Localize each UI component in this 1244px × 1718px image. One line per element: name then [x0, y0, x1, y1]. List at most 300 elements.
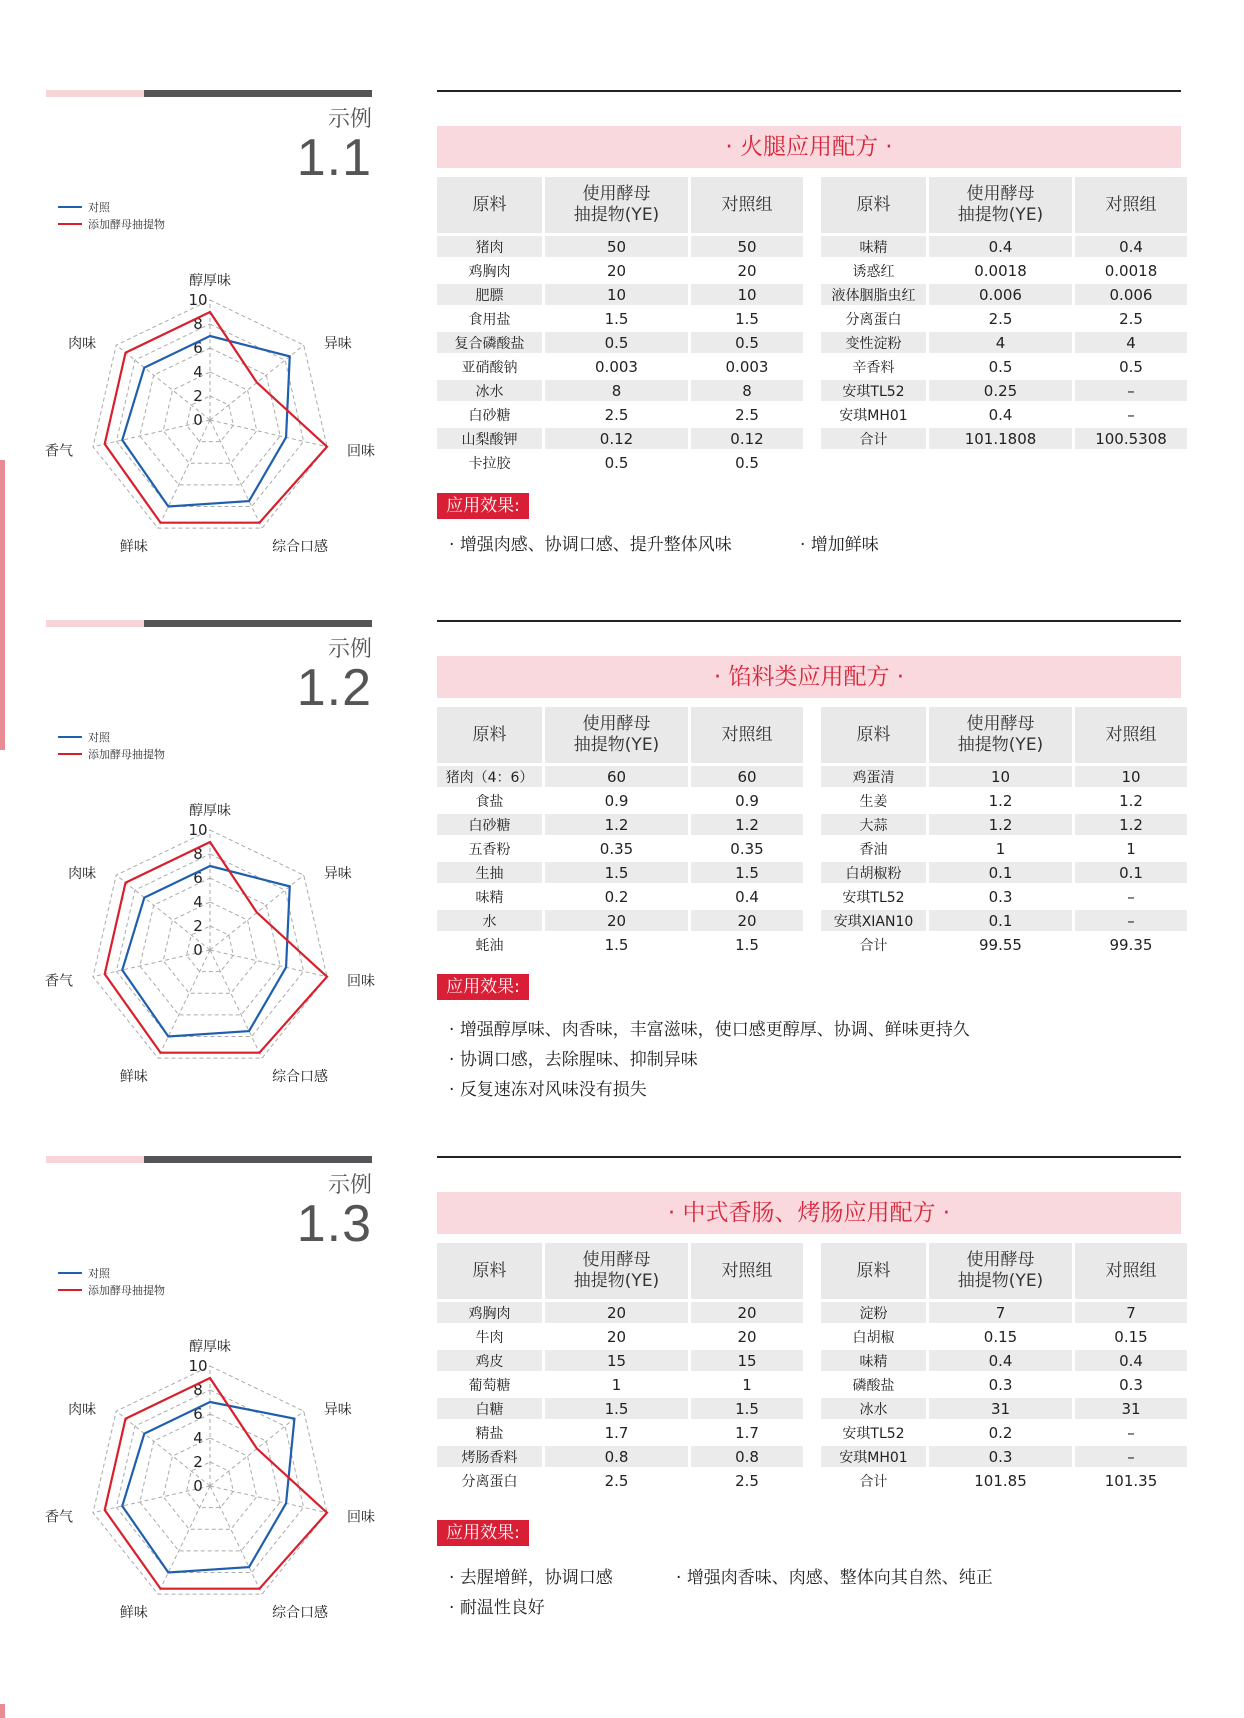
- radar-tick-label: 8: [193, 1381, 203, 1399]
- radar-spoke: [158, 1486, 210, 1594]
- cell-ingredient: 白砂糖: [437, 404, 545, 428]
- cell-ingredient: 诱惑红: [821, 260, 929, 284]
- table-row: [437, 1302, 806, 1326]
- header-ye-line2: 抽提物(YE): [957, 1271, 1044, 1291]
- radar-tick-label: 6: [193, 869, 203, 887]
- legend-item-treated: [58, 745, 165, 762]
- radar-axis-label: 回味: [346, 443, 375, 460]
- cell-ye-amount: 0.9: [545, 790, 691, 814]
- header-ye-line1: 使用酵母: [582, 714, 651, 734]
- cell-ye-amount: 101.85: [929, 1470, 1075, 1494]
- table-row: [437, 766, 806, 790]
- cell-ingredient: 味精: [821, 236, 929, 260]
- cell-ye-amount: 8: [545, 380, 691, 404]
- radar-tick-label: 8: [193, 845, 203, 863]
- radar-chart: [20, 775, 380, 1115]
- legend-label-control: 对照: [88, 730, 110, 744]
- radar-axis-label: 醇厚味: [189, 803, 231, 819]
- effect-item: · 增加鲜味: [800, 530, 879, 555]
- cell-control-amount: 60: [691, 766, 806, 790]
- cell-control-amount: 20: [691, 260, 806, 284]
- header-ye-line1: 使用酵母: [582, 184, 651, 204]
- radar-axis-label: 醇厚味: [189, 1339, 231, 1355]
- header-ye-line2: 抽提物(YE): [573, 205, 660, 225]
- cell-ingredient: 山梨酸钾: [437, 428, 545, 452]
- radar-chart: [20, 1311, 380, 1651]
- example-word: 示例: [327, 637, 372, 662]
- formula-title: · 中式香肠、烤肠应用配方 ·: [437, 1192, 1181, 1234]
- legend-item-control: [58, 1264, 165, 1281]
- header-ingredient: 原料: [821, 707, 929, 766]
- formula-table-left: [437, 707, 806, 958]
- cell-ingredient: 鸡胸肉: [437, 260, 545, 284]
- effect-item: · 反复速冻对风味没有损失: [449, 1075, 647, 1100]
- table-row: [821, 814, 1190, 838]
- table-row: [437, 452, 806, 476]
- header-bar-light: [46, 1156, 144, 1163]
- cell-ye-amount: 2.5: [545, 404, 691, 428]
- cell-ingredient: 白胡椒: [821, 1326, 929, 1350]
- radar-axis-label: 异味: [323, 866, 352, 883]
- cell-control-amount: 31: [1075, 1398, 1190, 1422]
- header-ye-line1: 使用酵母: [966, 714, 1035, 734]
- cell-ye-amount: 1: [929, 838, 1075, 862]
- effect-item: · 增强醇厚味、肉香味，丰富滋味，使口感更醇厚、协调、鲜味更持久: [449, 1015, 970, 1040]
- legend-label-treated: 添加酵母抽提物: [88, 747, 165, 761]
- legend-swatch-control: [58, 1272, 82, 1274]
- table-row: [437, 1374, 806, 1398]
- table-row: [437, 356, 806, 380]
- legend-swatch-control: [58, 206, 82, 208]
- cell-ingredient: 亚硝酸钠: [437, 356, 545, 380]
- cell-control-amount: 0.5: [691, 452, 806, 476]
- cell-ye-amount: 0.3: [929, 1374, 1075, 1398]
- table-row: [821, 332, 1190, 356]
- table-row: [437, 814, 806, 838]
- chart-legend: [58, 198, 165, 232]
- example-number: 1.1: [296, 129, 372, 187]
- cell-ye-amount: 0.5: [929, 356, 1075, 380]
- cell-control-amount: 0.4: [691, 886, 806, 910]
- cell-control-amount: 1.2: [1075, 814, 1190, 838]
- cell-ye-amount: 0.1: [929, 862, 1075, 886]
- cell-control-amount: 4: [1075, 332, 1190, 356]
- radar-tick-label: 10: [188, 821, 208, 839]
- table-row: [821, 910, 1190, 934]
- radar-tick-label: 0: [193, 941, 203, 959]
- cell-control-amount: 8: [691, 380, 806, 404]
- cell-control-amount: 0.4: [1075, 1350, 1190, 1374]
- cell-ye-amount: 1.5: [545, 1398, 691, 1422]
- cell-ye-amount: 20: [545, 1326, 691, 1350]
- cell-control-amount: 0.003: [691, 356, 806, 380]
- cell-control-amount: 20: [691, 1326, 806, 1350]
- table-header-row: [821, 1243, 1190, 1302]
- cell-ingredient: 白砂糖: [437, 814, 545, 838]
- cell-ingredient: 味精: [437, 886, 545, 910]
- header-ye: [929, 1243, 1075, 1302]
- example-number: 1.2: [296, 659, 372, 717]
- cell-control-amount: 0.35: [691, 838, 806, 862]
- header-ye-line1: 使用酵母: [966, 1250, 1035, 1270]
- effect-item: · 耐温性良好: [449, 1593, 545, 1618]
- table-row: [821, 1398, 1190, 1422]
- cell-control-amount: 1.5: [691, 308, 806, 332]
- cell-control-amount: 0.3: [1075, 1374, 1190, 1398]
- cell-control-amount: 99.35: [1075, 934, 1190, 958]
- table-row: [821, 838, 1190, 862]
- cell-ingredient: 变性淀粉: [821, 332, 929, 356]
- header-ye-line1: 使用酵母: [966, 184, 1035, 204]
- cell-ingredient: 液体胭脂虫红: [821, 284, 929, 308]
- table-row: [437, 236, 806, 260]
- cell-control-amount: 10: [691, 284, 806, 308]
- table-row: [821, 1302, 1190, 1326]
- example-section-1.3: [0, 1156, 1244, 1686]
- radar-tick-label: 10: [188, 291, 208, 309]
- radar-spoke: [158, 950, 210, 1058]
- cell-control-amount: –: [1075, 1422, 1190, 1446]
- table-row: [821, 260, 1190, 284]
- table-row: [437, 934, 806, 958]
- legend-swatch-treated: [58, 223, 82, 225]
- cell-ye-amount: 0.35: [545, 838, 691, 862]
- radar-tick-label: 2: [193, 1453, 203, 1471]
- radar-axis-label: 回味: [346, 1509, 375, 1526]
- radar-tick-label: 2: [193, 387, 203, 405]
- radar-tick-label: 4: [193, 893, 203, 911]
- cell-control-amount: 15: [691, 1350, 806, 1374]
- radar-axis-label: 综合口感: [272, 539, 329, 556]
- cell-control-amount: 0.12: [691, 428, 806, 452]
- cell-control-amount: –: [1075, 380, 1190, 404]
- cell-ingredient: 冰水: [821, 1398, 929, 1422]
- cell-ye-amount: 0.4: [929, 236, 1075, 260]
- radar-axis-label: 醇厚味: [189, 273, 231, 289]
- table-row: [821, 1374, 1190, 1398]
- cell-ye-amount: 1.7: [545, 1422, 691, 1446]
- radar-axis-label: 回味: [346, 973, 375, 990]
- cell-ye-amount: 10: [929, 766, 1075, 790]
- table-row: [437, 260, 806, 284]
- header-ingredient: 原料: [821, 1243, 929, 1302]
- cell-ingredient: 五香粉: [437, 838, 545, 862]
- cell-ingredient: 辛香料: [821, 356, 929, 380]
- table-row: [437, 1326, 806, 1350]
- radar-tick-label: 10: [188, 1357, 208, 1375]
- cell-control-amount: 0.5: [1075, 356, 1190, 380]
- effect-item: · 协调口感，去除腥味、抑制异味: [449, 1045, 698, 1070]
- effect-item: · 增强肉感、协调口感、提升整体风味: [449, 530, 732, 555]
- cell-ingredient: 分离蛋白: [437, 1470, 545, 1494]
- table-row: [437, 428, 806, 452]
- formula-table-right: [821, 177, 1190, 452]
- radar-tick-label: 6: [193, 1405, 203, 1423]
- cell-ingredient: 安琪TL52: [821, 886, 929, 910]
- header-ye-line2: 抽提物(YE): [957, 205, 1044, 225]
- table-header-row: [821, 707, 1190, 766]
- cell-ingredient: 鸡胸肉: [437, 1302, 545, 1326]
- cell-control-amount: 1.7: [691, 1422, 806, 1446]
- table-header-row: [821, 177, 1190, 236]
- radar-axis-label: 肉味: [68, 866, 97, 883]
- header-ye: [545, 1243, 691, 1302]
- cell-ingredient: 猪肉（4：6）: [437, 766, 545, 790]
- section-top-rule: [437, 1156, 1181, 1158]
- header-ingredient: 原料: [437, 177, 545, 236]
- cell-control-amount: 1.5: [691, 934, 806, 958]
- cell-ye-amount: 20: [545, 910, 691, 934]
- cell-ye-amount: 0.5: [545, 452, 691, 476]
- cell-control-amount: 1.2: [691, 814, 806, 838]
- cell-control-amount: 0.15: [1075, 1326, 1190, 1350]
- cell-ye-amount: 1.5: [545, 308, 691, 332]
- cell-ingredient: 生姜: [821, 790, 929, 814]
- effect-label: 应用效果:: [437, 974, 529, 1000]
- radar-grid-ring: [116, 854, 303, 1036]
- table-row: [821, 1350, 1190, 1374]
- table-header-row: [437, 1243, 806, 1302]
- table-row: [821, 236, 1190, 260]
- table-row: [437, 1422, 806, 1446]
- radar-axis-label: 异味: [323, 336, 352, 353]
- cell-ingredient: 复合磷酸盐: [437, 332, 545, 356]
- cell-ye-amount: 1.5: [545, 934, 691, 958]
- cell-ingredient: 牛肉: [437, 1326, 545, 1350]
- edge-marker-bottom: [0, 1704, 5, 1718]
- cell-ye-amount: 0.2: [929, 1422, 1075, 1446]
- cell-ingredient: 鸡蛋清: [821, 766, 929, 790]
- table-row: [821, 1446, 1190, 1470]
- cell-ye-amount: 31: [929, 1398, 1075, 1422]
- radar-axis-label: 香气: [45, 1509, 74, 1526]
- example-word: 示例: [327, 1173, 372, 1198]
- cell-ingredient: 合计: [821, 1470, 929, 1494]
- cell-ingredient: 合计: [821, 428, 929, 452]
- radar-axis-label: 鲜味: [119, 1069, 148, 1086]
- table-row: [821, 766, 1190, 790]
- header-ingredient: 原料: [437, 1243, 545, 1302]
- header-ye-line2: 抽提物(YE): [573, 735, 660, 755]
- cell-ye-amount: 0.8: [545, 1446, 691, 1470]
- header-bar-light: [46, 90, 144, 97]
- cell-ingredient: 猪肉: [437, 236, 545, 260]
- cell-control-amount: –: [1075, 1446, 1190, 1470]
- cell-ingredient: 白胡椒粉: [821, 862, 929, 886]
- cell-ye-amount: 0.003: [545, 356, 691, 380]
- header-bar-dark: [144, 1156, 372, 1163]
- table-row: [437, 380, 806, 404]
- radar-spoke: [158, 420, 210, 528]
- section-top-rule: [437, 90, 1181, 92]
- cell-ingredient: 磷酸盐: [821, 1374, 929, 1398]
- radar-tick-label: 6: [193, 339, 203, 357]
- radar-spoke: [210, 1486, 262, 1594]
- legend-item-treated: [58, 215, 165, 232]
- header-ye: [929, 707, 1075, 766]
- chart-legend: [58, 1264, 165, 1298]
- cell-ye-amount: 0.2: [545, 886, 691, 910]
- cell-ye-amount: 1.5: [545, 862, 691, 886]
- cell-ye-amount: 0.3: [929, 1446, 1075, 1470]
- cell-control-amount: –: [1075, 404, 1190, 428]
- header-control: 对照组: [1075, 1243, 1190, 1302]
- legend-label-treated: 添加酵母抽提物: [88, 217, 165, 231]
- cell-ingredient: 香油: [821, 838, 929, 862]
- effect-item: · 增强肉香味、肉感、整体向其自然、纯正: [676, 1563, 993, 1588]
- table-row: [821, 1470, 1190, 1494]
- legend-item-control: [58, 728, 165, 745]
- cell-control-amount: 1.5: [691, 862, 806, 886]
- table-row: [437, 886, 806, 910]
- cell-ye-amount: 0.4: [929, 404, 1075, 428]
- cell-ingredient: 鸡皮: [437, 1350, 545, 1374]
- table-row: [437, 910, 806, 934]
- header-control: 对照组: [691, 707, 806, 766]
- cell-ingredient: 精盐: [437, 1422, 545, 1446]
- header-control: 对照组: [1075, 707, 1190, 766]
- legend-swatch-control: [58, 736, 82, 738]
- radar-spoke: [210, 950, 262, 1058]
- cell-control-amount: 2.5: [691, 1470, 806, 1494]
- table-row: [437, 1470, 806, 1494]
- cell-ingredient: 淀粉: [821, 1302, 929, 1326]
- radar-axis-label: 肉味: [68, 1402, 97, 1419]
- table-row: [437, 404, 806, 428]
- table-row: [437, 838, 806, 862]
- cell-ye-amount: 20: [545, 260, 691, 284]
- table-row: [821, 934, 1190, 958]
- cell-control-amount: 1: [691, 1374, 806, 1398]
- cell-control-amount: 0.8: [691, 1446, 806, 1470]
- cell-control-amount: 1: [1075, 838, 1190, 862]
- table-row: [437, 862, 806, 886]
- radar-series-treated: [105, 312, 327, 523]
- formula-table-right: [821, 707, 1190, 958]
- table-row: [437, 332, 806, 356]
- cell-control-amount: –: [1075, 886, 1190, 910]
- cell-control-amount: 20: [691, 910, 806, 934]
- cell-control-amount: 7: [1075, 1302, 1190, 1326]
- table-row: [437, 1350, 806, 1374]
- formula-title: · 火腿应用配方 ·: [437, 126, 1181, 168]
- cell-ye-amount: 99.55: [929, 934, 1075, 958]
- radar-tick-label: 0: [193, 1477, 203, 1495]
- cell-ye-amount: 4: [929, 332, 1075, 356]
- chart-legend: [58, 728, 165, 762]
- formula-table-left: [437, 177, 806, 476]
- cell-control-amount: 10: [1075, 766, 1190, 790]
- cell-control-amount: 1.5: [691, 1398, 806, 1422]
- radar-chart: [20, 245, 380, 585]
- header-ye: [929, 177, 1075, 236]
- table-row: [821, 404, 1190, 428]
- cell-ye-amount: 0.006: [929, 284, 1075, 308]
- legend-label-control: 对照: [88, 200, 110, 214]
- cell-ye-amount: 20: [545, 1302, 691, 1326]
- cell-ye-amount: 2.5: [929, 308, 1075, 332]
- header-bar-light: [46, 620, 144, 627]
- cell-ye-amount: 0.1: [929, 910, 1075, 934]
- legend-item-treated: [58, 1281, 165, 1298]
- cell-ye-amount: 0.0018: [929, 260, 1075, 284]
- legend-label-treated: 添加酵母抽提物: [88, 1283, 165, 1297]
- header-ye-line1: 使用酵母: [582, 1250, 651, 1270]
- header-ye-line2: 抽提物(YE): [573, 1271, 660, 1291]
- header-bar-dark: [144, 90, 372, 97]
- table-row: [437, 308, 806, 332]
- cell-ye-amount: 2.5: [545, 1470, 691, 1494]
- header-ye: [545, 177, 691, 236]
- radar-axis-label: 综合口感: [272, 1605, 329, 1622]
- cell-ingredient: 安琪TL52: [821, 1422, 929, 1446]
- legend-item-control: [58, 198, 165, 215]
- cell-ye-amount: 0.15: [929, 1326, 1075, 1350]
- cell-ye-amount: 1: [545, 1374, 691, 1398]
- radar-axis-label: 肉味: [68, 336, 97, 353]
- radar-axis-label: 鲜味: [119, 539, 148, 556]
- cell-ingredient: 合计: [821, 934, 929, 958]
- table-row: [437, 1398, 806, 1422]
- cell-ingredient: 分离蛋白: [821, 308, 929, 332]
- table-row: [437, 1446, 806, 1470]
- radar-series-treated: [105, 842, 327, 1053]
- formula-table-left: [437, 1243, 806, 1494]
- radar-axis-label: 香气: [45, 443, 74, 460]
- radar-grid-ring: [116, 1390, 303, 1572]
- cell-ye-amount: 0.5: [545, 332, 691, 356]
- table-row: [821, 862, 1190, 886]
- cell-ingredient: 大蒜: [821, 814, 929, 838]
- radar-tick-label: 8: [193, 315, 203, 333]
- table-row: [821, 790, 1190, 814]
- header-ingredient: 原料: [437, 707, 545, 766]
- cell-ingredient: 生抽: [437, 862, 545, 886]
- header-ye: [545, 707, 691, 766]
- table-row: [437, 790, 806, 814]
- cell-ingredient: 白糖: [437, 1398, 545, 1422]
- table-header-row: [437, 707, 806, 766]
- radar-axis-label: 香气: [45, 973, 74, 990]
- header-bar-dark: [144, 620, 372, 627]
- cell-ingredient: 葡萄糖: [437, 1374, 545, 1398]
- cell-ingredient: 肥膘: [437, 284, 545, 308]
- example-number: 1.3: [296, 1195, 372, 1253]
- table-row: [821, 886, 1190, 910]
- cell-ye-amount: 15: [545, 1350, 691, 1374]
- cell-control-amount: 0.4: [1075, 236, 1190, 260]
- cell-ye-amount: 10: [545, 284, 691, 308]
- legend-label-control: 对照: [88, 1266, 110, 1280]
- cell-control-amount: 0.5: [691, 332, 806, 356]
- table-row: [821, 428, 1190, 452]
- table-row: [821, 380, 1190, 404]
- cell-control-amount: 50: [691, 236, 806, 260]
- radar-axis-label: 异味: [323, 1402, 352, 1419]
- cell-control-amount: 100.5308: [1075, 428, 1190, 452]
- cell-control-amount: 2.5: [1075, 308, 1190, 332]
- cell-ingredient: 冰水: [437, 380, 545, 404]
- cell-ye-amount: 60: [545, 766, 691, 790]
- cell-control-amount: 0.0018: [1075, 260, 1190, 284]
- cell-control-amount: 101.35: [1075, 1470, 1190, 1494]
- cell-ingredient: 蚝油: [437, 934, 545, 958]
- header-ingredient: 原料: [821, 177, 929, 236]
- cell-ingredient: 食盐: [437, 790, 545, 814]
- radar-spoke: [210, 420, 262, 528]
- cell-control-amount: 0.9: [691, 790, 806, 814]
- cell-ingredient: 味精: [821, 1350, 929, 1374]
